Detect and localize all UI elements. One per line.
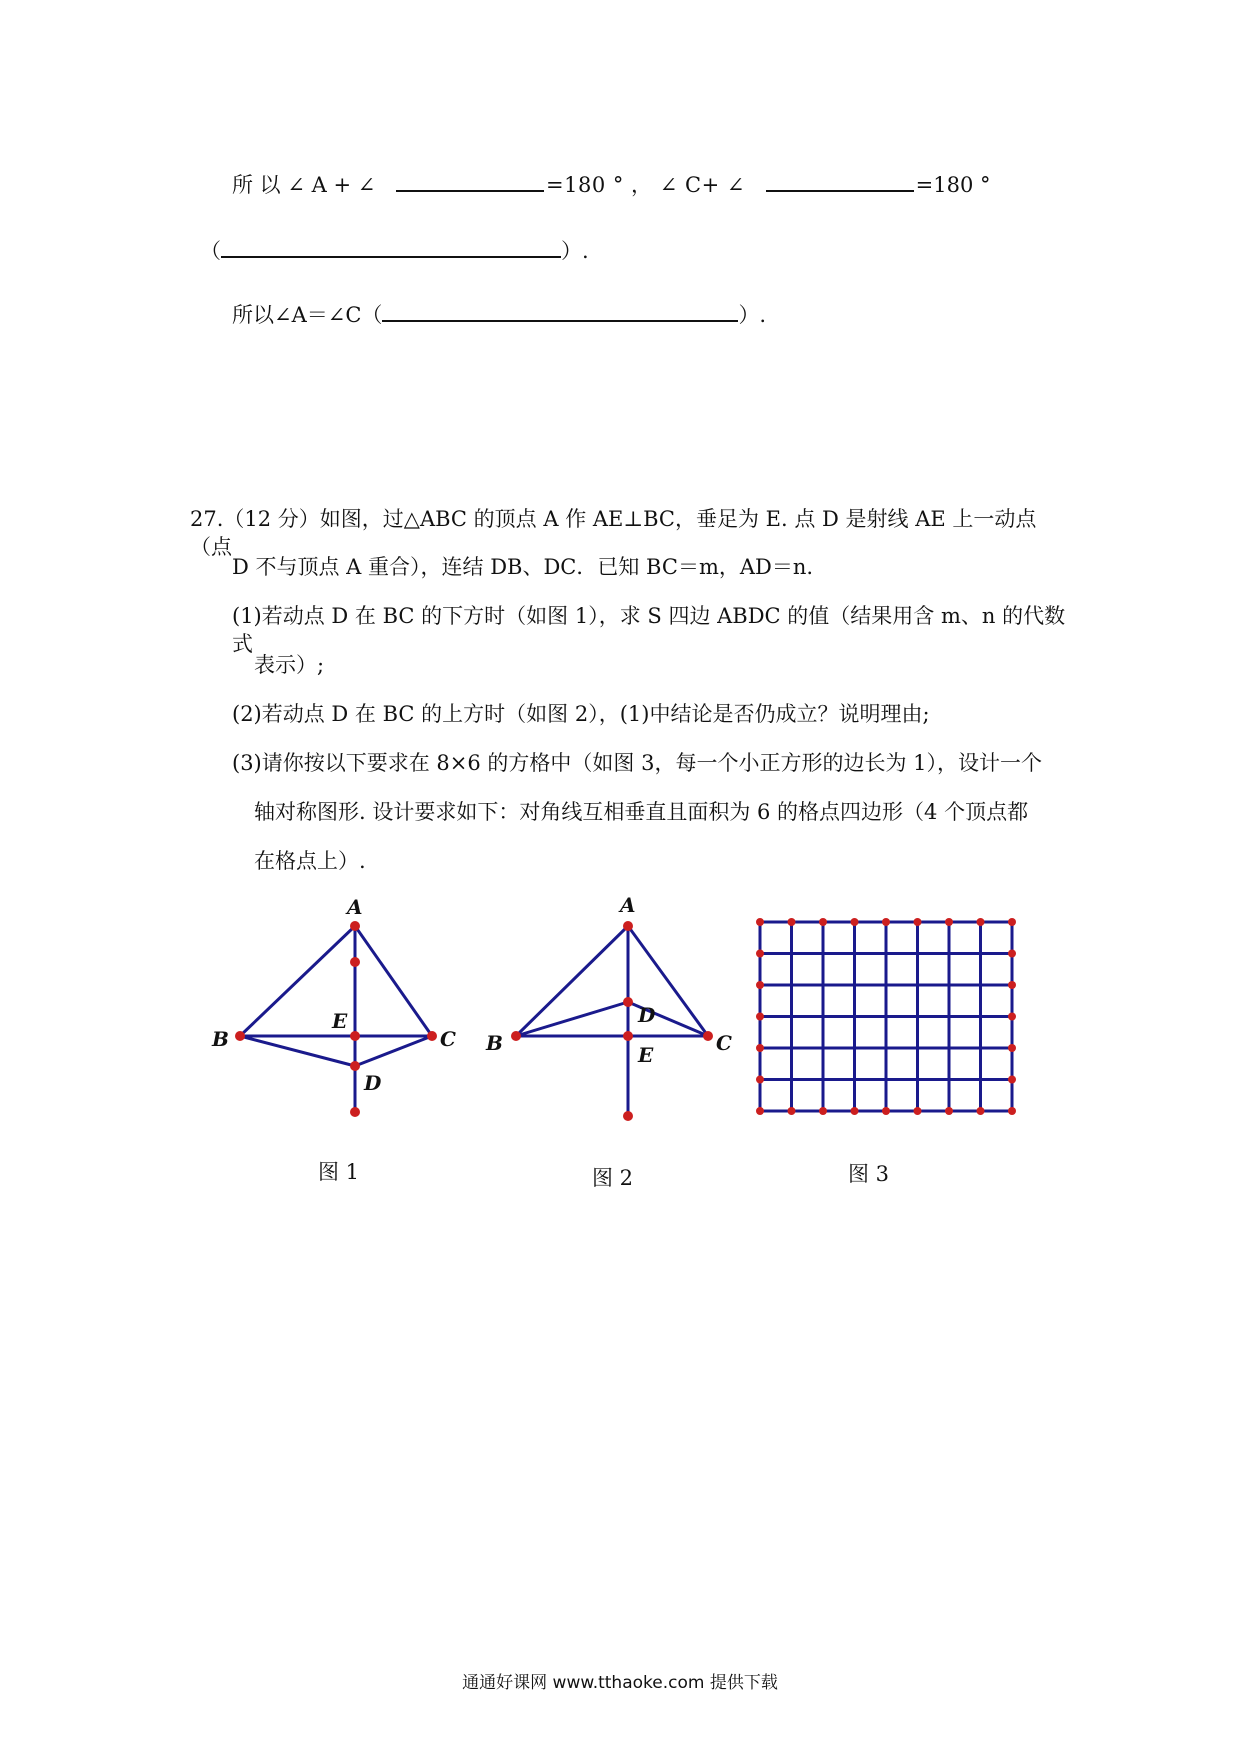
proof-line-2 xyxy=(200,236,589,265)
grid-point[interactable] xyxy=(977,1107,985,1115)
grid-point[interactable] xyxy=(914,1107,922,1115)
proof-line-2-close: ）. xyxy=(561,239,589,263)
figure-1 xyxy=(200,890,470,1130)
grid-point[interactable] xyxy=(1008,918,1016,926)
figure-1-caption: 图 1 xyxy=(318,1160,360,1184)
figure-2-caption: 图 2 xyxy=(592,1166,634,1190)
grid-point[interactable] xyxy=(819,1107,827,1115)
grid-point[interactable] xyxy=(977,918,985,926)
label-D: D xyxy=(364,1071,382,1095)
proof-line-3-b: ）. xyxy=(738,303,767,327)
grid-point[interactable] xyxy=(882,918,890,926)
proof-line-3 xyxy=(232,300,766,329)
question-line: (1)若动点 D 在 BC 的下方时（如图 1），求 S 四边 ABDC 的值（结果用含 m、n 的代数式 xyxy=(232,604,1066,656)
grid-point[interactable] xyxy=(756,1013,764,1021)
proof-line-2-open: （ xyxy=(200,239,221,263)
label-E: E xyxy=(332,1009,348,1033)
figure-2 xyxy=(480,890,750,1130)
grid-point[interactable] xyxy=(851,1107,859,1115)
grid-point[interactable] xyxy=(882,1107,890,1115)
grid-point[interactable] xyxy=(819,918,827,926)
grid-point[interactable] xyxy=(945,918,953,926)
grid-point[interactable] xyxy=(756,1076,764,1084)
grid-point[interactable] xyxy=(851,918,859,926)
label-B: B xyxy=(212,1027,229,1051)
label-D: D xyxy=(638,1003,656,1027)
proof-line-1-c: =180 ° xyxy=(915,173,991,197)
proof-line-3-a: 所以∠A＝∠C（ xyxy=(232,303,383,327)
grid-point[interactable] xyxy=(945,1107,953,1115)
grid-point[interactable] xyxy=(756,918,764,926)
figure-3-caption: 图 3 xyxy=(848,1162,890,1186)
proof-line-1-b: =180 ° ， ∠ C+ ∠ xyxy=(546,173,745,197)
grid-point[interactable] xyxy=(756,981,764,989)
label-C: C xyxy=(440,1027,456,1051)
grid-point[interactable] xyxy=(1008,1013,1016,1021)
question-line: (3)请你按以下要求在 8×6 的方格中（如图 3，每一个小正方形的边长为 1），设计一个 xyxy=(232,751,1042,775)
proof-line-1-a: 所 以 ∠ A + ∠ xyxy=(232,173,376,197)
footer-text: 通通好课网 www.tthaoke.com 提供下载 xyxy=(462,1673,778,1693)
question-line: 轴对称图形. 设计要求如下：对角线互相垂直且面积为 6 的格点四边形（4 个顶点都 xyxy=(254,800,1029,824)
grid-point[interactable] xyxy=(756,1044,764,1052)
label-E: E xyxy=(638,1043,654,1067)
proof-line-1 xyxy=(232,170,991,199)
grid-point[interactable] xyxy=(756,950,764,958)
grid-point[interactable] xyxy=(914,918,922,926)
figure-3-grid xyxy=(752,910,1032,1130)
question-line: 27.（12 分）如图，过△ABC 的顶点 A 作 AE⊥BC，垂足为 E. 点 D 是射线 AE 上一动点（点 xyxy=(190,507,1037,559)
grid-point[interactable] xyxy=(788,918,796,926)
answer-blank[interactable] xyxy=(382,300,738,322)
grid-point[interactable] xyxy=(756,1107,764,1115)
question-line: D 不与顶点 A 重合），连结 DB、DC．已知 BC＝m，AD＝n. xyxy=(232,555,814,579)
answer-blank[interactable] xyxy=(221,236,561,258)
answer-blank[interactable] xyxy=(396,170,544,192)
label-A: A xyxy=(347,895,363,919)
question-line: 表示）; xyxy=(254,653,325,677)
question-line: 在格点上）. xyxy=(254,849,366,873)
label-A: A xyxy=(620,893,636,917)
answer-blank[interactable] xyxy=(766,170,914,192)
grid-point[interactable] xyxy=(1008,981,1016,989)
grid-point[interactable] xyxy=(1008,950,1016,958)
question-line: (2)若动点 D 在 BC 的上方时（如图 2），(1)中结论是否仍成立？说明理由; xyxy=(232,702,930,726)
grid-point[interactable] xyxy=(1008,1107,1016,1115)
label-C: C xyxy=(716,1031,732,1055)
grid-point[interactable] xyxy=(1008,1044,1016,1052)
label-B: B xyxy=(486,1031,503,1055)
grid-point[interactable] xyxy=(788,1107,796,1115)
grid-point[interactable] xyxy=(1008,1076,1016,1084)
